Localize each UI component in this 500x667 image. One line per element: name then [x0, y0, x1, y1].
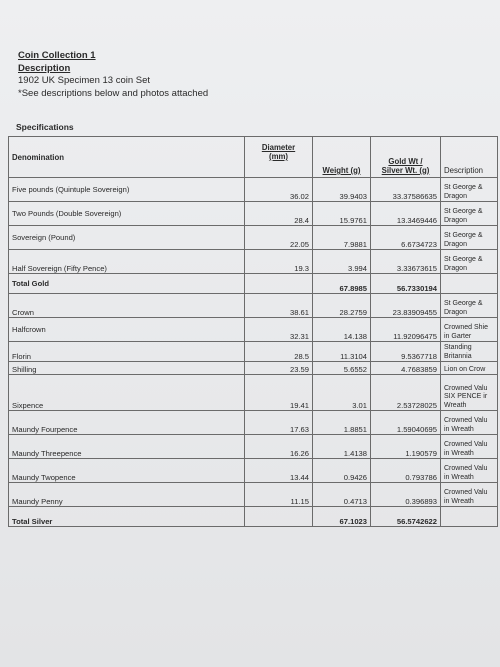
total-gold-row: Total Gold 67.8985 56.7330194 [9, 274, 498, 294]
table-row: Florin 28.5 11.3104 9.5367718 Standing Britannia [9, 342, 498, 362]
table-row: Maundy Fourpence 17.63 1.8851 1.59040695 Crowned Valu in Wreath [9, 411, 498, 435]
description-heading: Description [18, 62, 71, 74]
table-row: Maundy Threepence 16.26 1.4138 1.190579 Crowned Valu in Wreath [9, 435, 498, 459]
total-silver-row: Total Silver 67.1023 56.5742622 [9, 507, 498, 527]
table-row: Sovereign (Pound) 22.05 7.9881 6.6734723 St George & Dragon [9, 226, 498, 250]
header-diameter: Diameter (mm) [245, 137, 313, 178]
see-note: *See descriptions below and photos attached [18, 87, 209, 99]
specifications-table [8, 136, 498, 527]
specifications-label: Specifications [16, 122, 74, 132]
header-gold-silver-wt: Gold Wt / Silver Wt. (g) [371, 137, 441, 178]
table-row: Two Pounds (Double Sovereign) 28.4 15.9761 13.3469446 St George & Dragon [9, 202, 498, 226]
table-row: Maundy Penny 11.15 0.4713 0.396893 Crowned Valu in Wreath [9, 483, 498, 507]
table-row: Sixpence 19.41 3.01 2.53728025 Crowned Valu SIX PENCE ir Wreath [9, 375, 498, 411]
document-header [18, 50, 208, 100]
table-row: Shilling 23.59 5.6552 4.7683859 Lion on Crow [9, 362, 498, 375]
header-description: Description [441, 137, 498, 178]
set-name: 1902 UK Specimen 13 coin Set [18, 75, 151, 86]
header-denomination: Denomination [9, 137, 245, 178]
table-row: Crown 38.61 28.2759 23.83909455 St George & Dragon [9, 294, 498, 318]
table-row: Maundy Twopence 13.44 0.9426 0.793786 Crowned Valu in Wreath [9, 459, 498, 483]
table-row: Five pounds (Quintuple Sovereign) 36.02 39.9403 33.37586635 St George & Dragon [9, 178, 498, 202]
table-header-row [9, 137, 498, 178]
header-weight: Weight (g) [313, 137, 371, 178]
table-row: Half Sovereign (Fifty Pence) 19.3 3.994 3.33673615 St George & Dragon [9, 250, 498, 274]
collection-title: Coin Collection 1 [18, 50, 96, 61]
table-row: Halfcrown 32.31 14.138 11.92096475 Crowned Shie in Garter [9, 318, 498, 342]
